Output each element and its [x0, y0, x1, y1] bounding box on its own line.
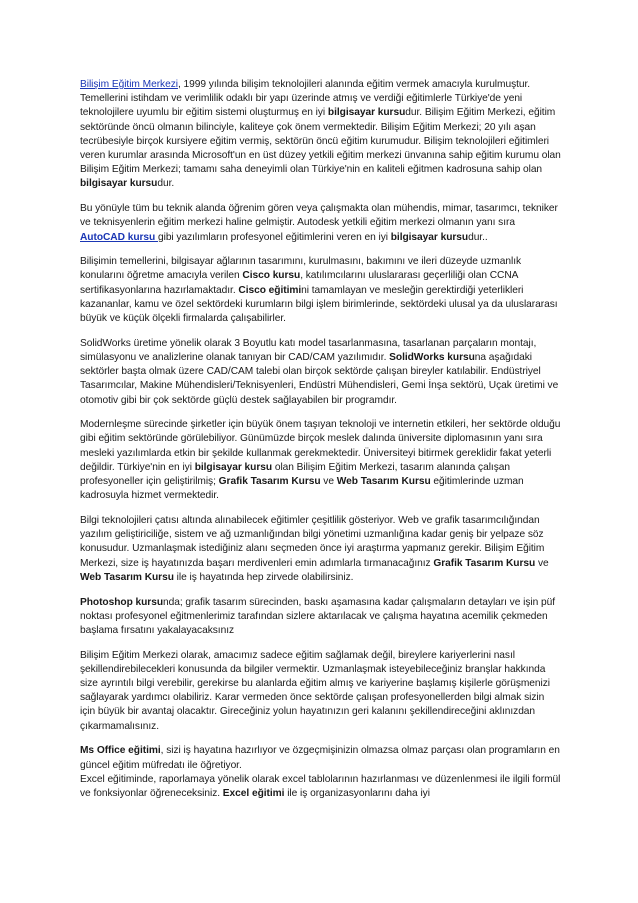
text-run: Bilgi teknolojileri çatısı altında alınabilecek eğitimler çeşitlilik gösteriyor. Web ve grafik tasarımcılığından yazılım geliştiriciliğe, sistem ve ağ uzmanlığından bilgi yönetimi uzmanlığına kadar geniş bir yelpaze söz konusudur. Uzmanlaşmak istediğiniz alanı seçmeden önce iyi araştırma yapmanız gerekir. Bilişim Eğitim Merkezi, size iş hayatınızda başarı merdivenleri emin adımlarla tırmanacağınız [80, 514, 545, 569]
keyword-bold: Cisco eğitimi [238, 284, 302, 296]
text-run: ve [535, 557, 549, 569]
text-run: Bilişimin temellerini, bilgisayar ağlarının tasarımını, kurulmasını, bakımını ve ileri düzeyde uzmanlık konularını öğretme amacıyla verilen [80, 256, 522, 282]
paragraph-intro [80, 78, 562, 192]
text-run: ve [320, 476, 337, 488]
paragraph-autocad [80, 202, 562, 245]
text-run: , sizi iş hayatına hazırlıyor ve özgeçmişinizin olmazsa olmaz parçası olan programların en güncel eğitim müfredatı ile öğretiyor. [80, 745, 560, 771]
keyword-bold: Ms Office eğitimi [80, 745, 161, 757]
document-page [80, 78, 562, 812]
text-run: dur.. [468, 231, 488, 243]
text-run: dur. [157, 178, 175, 190]
text-run: ni tamamlayan ve mesleğin gerektirdiği yeterlikleri kazananlar, kamu ve özel sektördeki kurumların bilgi işlem birimlerinde, sektördeki ulusal ya da uluslararası büyük ve küçük ölçekli firmalarda çalışabilirler. [80, 284, 558, 325]
keyword-bold: Excel eğitimi [222, 787, 285, 799]
paragraph-cisco [80, 255, 562, 326]
text-run: Bilişim Eğitim Merkezi olarak, amacımız sadece eğitim sağlamak değil, bireylere kariyerlerini nasıl şekillendirebilecekleri konusunda da bilgiler vermektir. Uzmanlaşmak isteyebileceğiniz branşlar hakkında size ayrıntılı bilgi verebilir, gerekirse bu alanlarda eğitim almış ve kariyerine başlamış kişilerle görüşmenizi sağlayarak yardımcı olabiliriz. Karar vermeden önce sektörde çalışan profesyonellerden bilgi almak sizin için büyük bir avantaj olacaktır. Gireceğiniz yolun hayatınızın geri kalanını şekillendireceğini aklınızdan çıkarmamalısınız. [80, 649, 551, 732]
text-run: nda; grafik tasarım sürecinden, baskı aşamasına kadar çalışmaların detayları ve işin püf noktası profesyonel eğitmenlerimiz tarafından sizlere aktarılacak ve çalışma hayatına acemilik çekmeden başlama fırsatını yakalayacaksınız [80, 596, 555, 636]
text-run: , katılımcılarını uluslararası geçerliliği olan CCNA sertifikasyonlarına hazırlamaktadır. [80, 270, 518, 296]
paragraph-photoshop [80, 596, 562, 639]
paragraph-modernlesme [80, 418, 562, 503]
text-run: ile iş hayatında hep zirvede olabilirsiniz. [173, 571, 354, 583]
text-run: ile iş organizasyonlarını daha iyi [284, 787, 430, 799]
paragraph-solidworks [80, 337, 562, 408]
keyword-bold: bilgisayar kursu [390, 231, 469, 243]
keyword-bold: Web Tasarım Kursu [80, 571, 174, 583]
bilisim-egitim-merkezi-link[interactable]: Bilişim Eğitim Merkezi [80, 79, 178, 90]
text-run: Excel eğitiminde, raporlamaya yönelik olarak excel tablolarının hazırlanması ve düzenlenmesi ile ilgili formül ve fonksiyonlar öğreneceksiniz. [80, 773, 561, 799]
keyword-bold: Grafik Tasarım Kursu [218, 476, 321, 488]
keyword-bold: Grafik Tasarım Kursu [433, 557, 536, 569]
paragraph-kariyer [80, 649, 562, 734]
keyword-bold: Web Tasarım Kursu [336, 476, 431, 488]
text-run: gibi yazılımların profesyonel eğitimlerini veren en iyi [157, 231, 391, 243]
keyword-bold: bilgisayar kursu [194, 461, 273, 473]
keyword-bold: Cisco kursu [242, 270, 301, 282]
keyword-bold: bilgisayar kursu [80, 178, 158, 190]
text-run: na aşağıdaki sektörler başta olmak üzere CAD/CAM talebi olan birçok sektörde çalışan bireyler katılabilir. Endüstriyel Tasarımcılar, Makine Mühendisleri/Teknisyenleri, Endüstri Mühendisleri, Gemi İnşa sektörü, Uçak üretimi ve otomotiv gibi bir çok sektörde güçlü destek sağlayabilen bir programdır. [80, 351, 559, 406]
paragraph-bilgi-teknolojileri [80, 514, 562, 585]
text-run: SolidWorks üretime yönelik olarak 3 Boyutlu katı model tasarlanmasına, tasarlanan parçaların montajı, simülasyonu ve analizlerine olanak tanıyan bir CAD/CAM yazılımıdır. [80, 337, 537, 363]
keyword-bold: Photoshop kursu [80, 596, 164, 608]
keyword-bold: SolidWorks kursu [389, 351, 475, 363]
text-run: olan Bilişim Eğitim Merkezi, tasarım alanında çalışan profesyoneller için geliştirilmiş; [80, 461, 510, 488]
autocad-kursu-link[interactable]: AutoCAD kursu [80, 231, 158, 243]
text-run: dur. Bilişim Eğitim Merkezi, eğitim sektöründe öncü olmanın bilinciyle, kaliteye çok önem vermektedir. Bilişim Eğitim Merkezi; 20 yılı aşan tecrübesiyle birçok kursiyere eğitim vermiş, sektörün öncü eğitim kurumudur. Bilişim teknolojileri eğitimleri veren kurumlar arasında Microsoft'un en üst düzey yetkili eğitim merkezi ünvanına sahip eğitim kurumu olan Bilişim Eğitim Merkezi; tamamı saha deneyimli olan Türkiye'nin en kaliteli eğitmen kadrosuna sahip olan [80, 107, 561, 176]
text-run: Modernleşme sürecinde şirketler için büyük önem taşıyan teknoloji ve internetin etkileri, her sektörde olduğu gibi eğitim sektöründe görülebiliyor. Günümüzde birçok meslek dalında üniversite diplomasının yanı sıra mesleki yazılımlarda etkin bir şekilde kullanmak gerekmektedir. Üniversiteyi bitirmek gereklidir fakat yeterli değildir. Türkiye'nin en iyi [80, 419, 561, 473]
paragraph-ms-office [80, 744, 562, 801]
text-run: , 1999 yılında bilişim teknolojileri alanında eğitim vermek amacıyla kurulmuştur. Temellerini istihdam ve verimlilik odaklı bir yapı üzerinde atmış ve verdiği eğitimlerle Türkiye'de yeni teknolojilere uyumlu bir eğitim sistemi oluşturmuş en iyi [80, 79, 531, 119]
text-run: Bu yönüyle tüm bu teknik alanda öğrenim gören veya çalışmakta olan mühendis, mimar, tasarımcı, tekniker ve teknisyenlerin eğitim merkezi haline gelmiştir. Autodesk yetkili eğitim merkezi olmanın yanı sıra [80, 203, 558, 229]
text-run: eğitimlerinde uzman kadrosuyla hizmet vermektedir. [80, 476, 524, 502]
keyword-bold: bilgisayar kursu [327, 107, 406, 119]
